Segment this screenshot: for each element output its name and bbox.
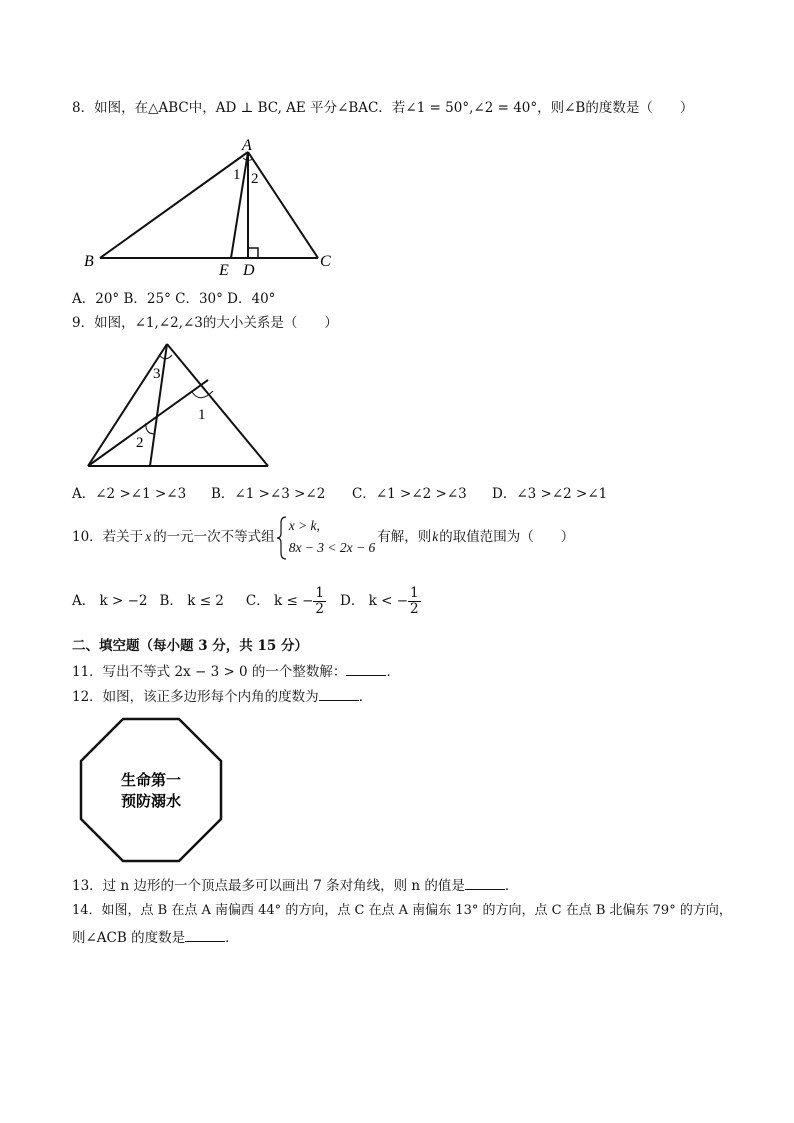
q10-option-a: A． k > −2 bbox=[72, 593, 148, 609]
q13-answer-blank[interactable] bbox=[465, 875, 505, 890]
q14-line1: 14．如图，点 B 在点 A 南偏西 44° 的方向，点 C 在点 A 南偏东 13° 的方向，点 C 在点 B 北偏东 79° 的方向， bbox=[72, 903, 732, 918]
q11 bbox=[72, 661, 400, 682]
q12-sign-line1: 生命第一 bbox=[120, 771, 182, 789]
q10-d-denominator: 2 bbox=[410, 600, 419, 617]
q10-option-b: B． k ≤ 2 bbox=[159, 593, 224, 609]
q8-stem bbox=[72, 98, 693, 118]
q10-var-k: k bbox=[432, 529, 439, 544]
q10-c-denominator: 2 bbox=[315, 600, 325, 617]
q9-stem: 9．如图，∠1,∠2,∠3的大小关系是（ ） bbox=[72, 315, 338, 331]
section2-heading: 二、填空题（每小题 3 分，共 15 分） bbox=[72, 638, 308, 654]
q8-label-A: A bbox=[242, 137, 252, 154]
q10-prefix: 10．若关于 bbox=[72, 529, 144, 545]
q13-post: ． bbox=[504, 878, 519, 894]
q9-angle2-label: 2 bbox=[136, 435, 144, 451]
q9-option-a: A．∠2 >∠1 >∠3 bbox=[72, 486, 187, 502]
q10-var-x: x bbox=[145, 529, 152, 544]
q12-octagon-sign bbox=[78, 716, 224, 864]
q10-suffix-b: 的取值范围为（ ） bbox=[439, 529, 575, 545]
q9-option-b: B．∠1 >∠3 >∠2 bbox=[211, 486, 326, 502]
q9-angle1-label: 1 bbox=[198, 407, 206, 423]
q10-c-numerator: 1 bbox=[315, 584, 325, 601]
q8-angle2-label: 2 bbox=[251, 171, 259, 187]
q9-option-d: D．∠3 >∠2 >∠1 bbox=[492, 486, 608, 502]
q13 bbox=[72, 875, 518, 896]
q10-option-d: D． k < − bbox=[340, 593, 409, 609]
q10-options bbox=[72, 582, 421, 620]
q12-sign-line2: 预防溺水 bbox=[120, 792, 182, 810]
q9-triangle-figure bbox=[80, 338, 280, 472]
q11-answer-blank[interactable] bbox=[346, 661, 386, 676]
q9-option-c: C．∠1 >∠2 >∠3 bbox=[352, 486, 467, 502]
q12-answer-blank[interactable] bbox=[319, 686, 359, 701]
q8-stem-text: 如图，在△ABC中，AD ⊥ BC, AE 平分∠BAC．若∠1 = 50°,∠2 = 40°，则∠B的度数是（ ） bbox=[94, 100, 694, 116]
q10-option-c-fraction bbox=[313, 586, 326, 617]
q8-label-D: D bbox=[243, 262, 255, 279]
q11-post: ． bbox=[386, 664, 400, 680]
q10-inequality-system bbox=[277, 515, 376, 559]
q14-text: 则∠ACB 的度数是 bbox=[72, 930, 186, 946]
q9-angle3-label: 3 bbox=[153, 366, 161, 382]
q12 bbox=[72, 686, 372, 707]
q8-label-B: B bbox=[84, 253, 94, 270]
q8-triangle-figure bbox=[80, 132, 350, 280]
q10-option-c: C． k ≤ − bbox=[245, 593, 314, 609]
q10-d-numerator: 1 bbox=[410, 584, 419, 601]
q10-inequality-2: 8x − 3 < 2x − 6 bbox=[288, 540, 376, 555]
q13-text: 13．过 n 边形的一个顶点最多可以画出 7 条对角线，则 n 的值是 bbox=[72, 878, 465, 894]
q10-stem bbox=[72, 514, 574, 560]
q10-mid: 的一元一次不等式组 bbox=[153, 529, 275, 545]
q8-label-C: C bbox=[320, 253, 331, 270]
q14-answer-blank[interactable] bbox=[185, 927, 225, 942]
q14-post: ． bbox=[225, 930, 239, 946]
q8-options: A．20° B．25° C．30° D．40° bbox=[72, 291, 276, 307]
q10-option-d-fraction bbox=[408, 586, 421, 617]
q8-number: 8． bbox=[72, 100, 95, 116]
q12-text: 12．如图，该正多边形每个内角的度数为 bbox=[72, 689, 319, 705]
q10-suffix-a: 有解，则 bbox=[377, 529, 432, 545]
q8-angle1-label: 1 bbox=[233, 167, 241, 183]
q12-post: ． bbox=[358, 689, 373, 705]
q10-brace-icon bbox=[277, 515, 287, 561]
q11-text: 11．写出不等式 2x − 3 > 0 的一个整数解： bbox=[72, 664, 347, 680]
q8-label-E: E bbox=[219, 262, 229, 279]
q14-line2 bbox=[72, 927, 239, 948]
q10-inequality-1: x > k, bbox=[288, 518, 320, 533]
